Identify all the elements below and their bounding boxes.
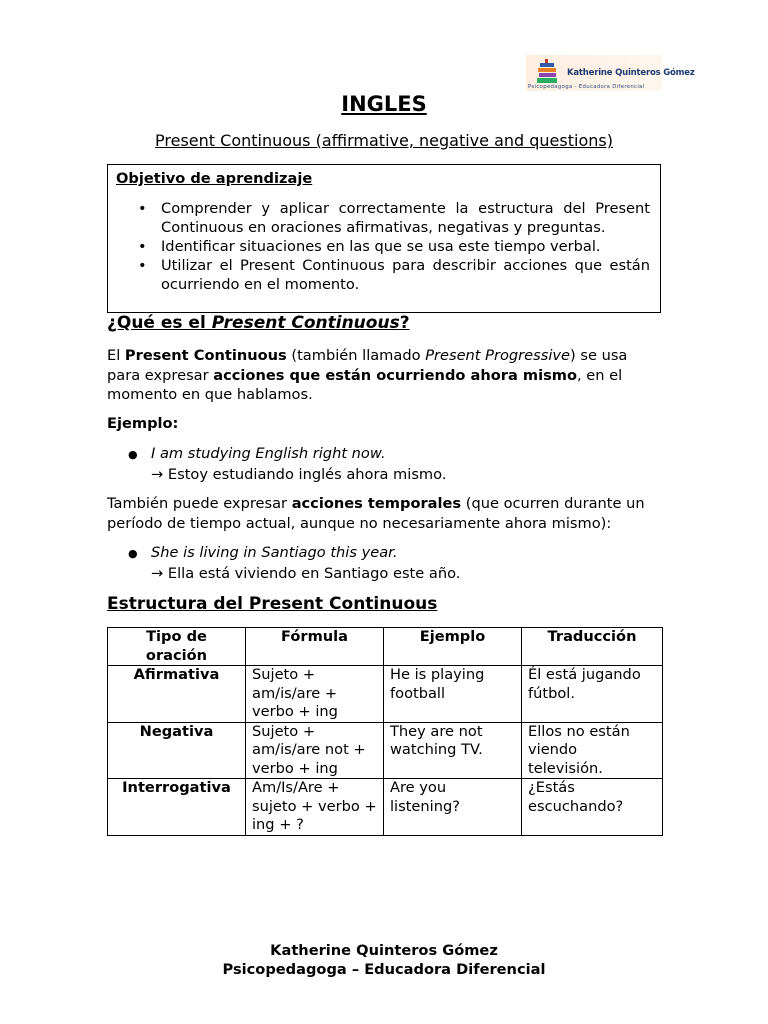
example-item: ● She is living in Santiago this year. → Ella está viviendo en Santiago este año.	[128, 544, 461, 582]
logo-subtitle: Psicopedagoga - Educadora Diferencial	[528, 84, 645, 90]
author-logo	[526, 55, 695, 91]
column-header: Fórmula	[246, 628, 384, 666]
footer-name: Katherine Quinteros Gómez	[270, 942, 498, 959]
bullet-icon: •	[138, 238, 147, 255]
logo-name: Katherine Quinteros Gómez	[567, 68, 695, 78]
example-label: Ejemplo:	[107, 415, 179, 432]
translation-cell: Él está jugando fútbol.	[522, 666, 663, 723]
table-row	[108, 666, 663, 723]
table-header-row	[108, 628, 663, 666]
translation-cell: ¿Estás escuchando?	[522, 779, 663, 836]
example-cell: He is playing football	[384, 666, 522, 723]
objectives-box	[107, 164, 661, 313]
objectives-heading: Objetivo de aprendizaje	[116, 170, 313, 187]
example-item: ● I am studying English right now. → Estoy estudiando inglés ahora mismo.	[128, 445, 447, 483]
objective-item: • Utilizar el Present Continuous para describir acciones que están ocurriendo en el momento.	[138, 257, 650, 293]
structure-heading: Estructura del Present Continuous	[107, 594, 438, 614]
objectives-list	[138, 199, 650, 294]
table-row	[108, 722, 663, 779]
bullet-icon: ●	[128, 448, 138, 461]
sentence-type: Negativa	[108, 722, 246, 779]
objective-item: • Identificar situaciones en las que se usa este tiempo verbal.	[138, 238, 601, 255]
temporal-paragraph: También puede expresar acciones temporales (que ocurren durante un período de tiempo actual, aunque no necesariamente ahora mismo):	[107, 495, 645, 532]
sentence-type: Interrogativa	[108, 779, 246, 836]
footer	[0, 941, 768, 979]
column-header: Tipo de oración	[108, 628, 246, 666]
structure-table	[107, 627, 663, 836]
column-header: Traducción	[522, 628, 663, 666]
page-subtitle: Present Continuous (affirmative, negative and questions)	[155, 131, 613, 150]
formula-cell: Am/Is/Are + sujeto + verbo + ing + ?	[246, 779, 384, 836]
translation-cell: Ellos no están viendo televisión.	[522, 722, 663, 779]
table-row	[108, 779, 663, 836]
bullet-icon: •	[138, 257, 147, 274]
formula-cell: Sujeto + am/is/are not + verbo + ing	[246, 722, 384, 779]
sentence-type: Afirmativa	[108, 666, 246, 723]
what-is-heading: ¿Qué es el Present Continuous?	[107, 313, 410, 333]
objective-item: • Comprender y aplicar correctamente la estructura del Present Continuous en oraciones afirmativas, negativas y preguntas.	[138, 200, 650, 236]
footer-role: Psicopedagoga – Educadora Diferencial	[222, 961, 546, 978]
example-cell: They are not watching TV.	[384, 722, 522, 779]
example-cell: Are you listening?	[384, 779, 522, 836]
books-icon	[536, 59, 560, 85]
formula-cell: Sujeto + am/is/are + verbo + ing	[246, 666, 384, 723]
definition-paragraph: El Present Continuous (también llamado Present Progressive) se usa para expresar acciones que están ocurriendo ahora mismo, en el momento en que hablamos.	[107, 347, 628, 403]
bullet-icon: •	[138, 200, 147, 217]
page-title: INGLES	[341, 92, 427, 116]
column-header: Ejemplo	[384, 628, 522, 666]
bullet-icon: ●	[128, 547, 138, 560]
